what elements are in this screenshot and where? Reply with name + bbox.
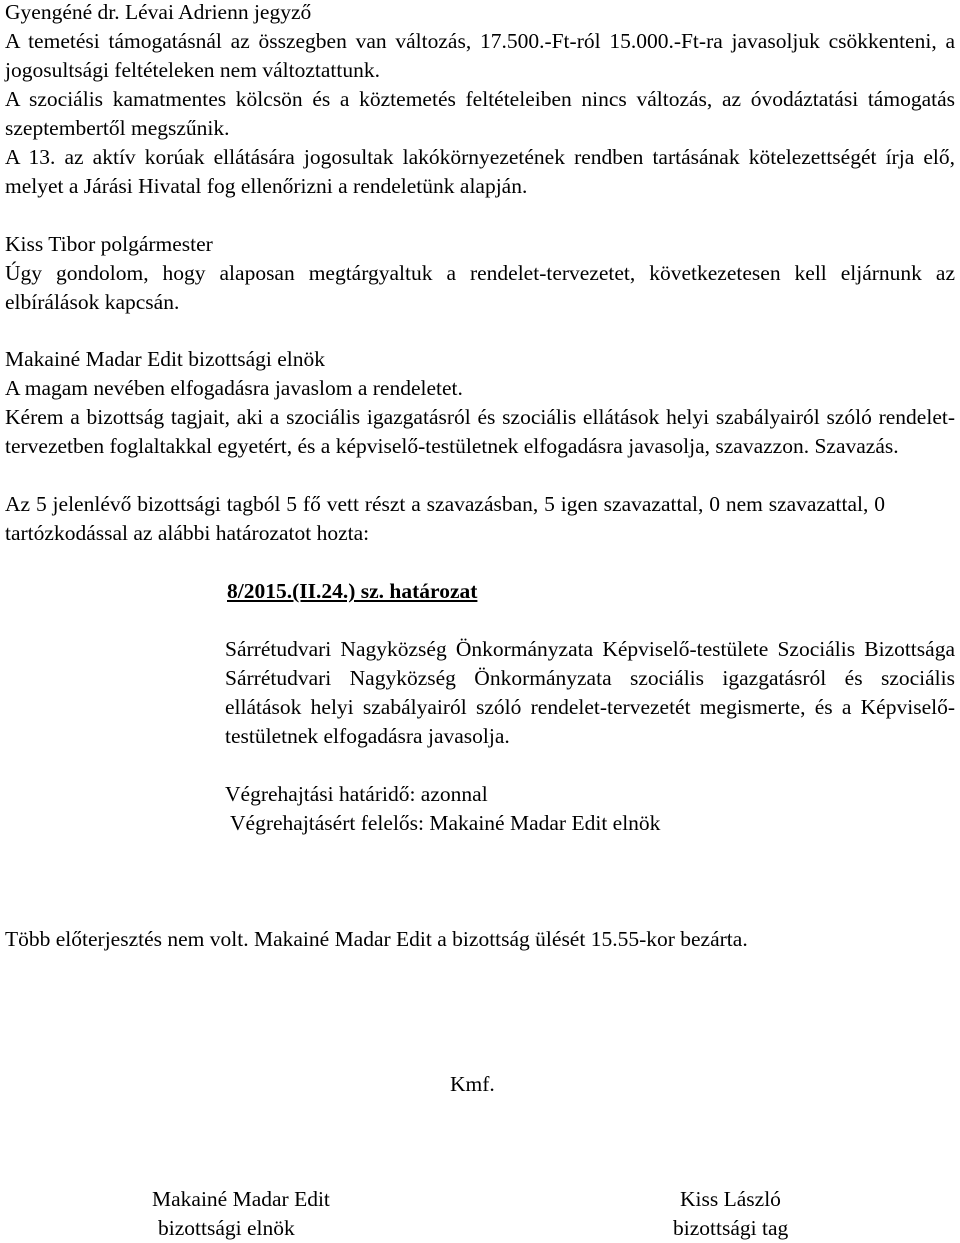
paragraph-chair-proposal: A magam nevében elfogadásra javaslom a rendeletet. <box>5 376 463 400</box>
signature-right-name: Kiss László <box>680 1187 781 1211</box>
paragraph-vote-request: Kérem a bizottság tagjait, aki a szociális igazgatásról és szociális ellátások helyi szabályairól szóló rendelet-tervezetben foglaltakkal egyetért, és a képviselő-testületnek elfogadásra javasolja, szavazzon. Szavazás. <box>5 405 955 458</box>
resolution-title: 8/2015.(II.24.) sz. határozat <box>227 579 478 603</box>
deadline-line: Végrehajtási határidő: azonnal <box>225 782 488 806</box>
paragraph-funeral-support: A temetési támogatásnál az összegben van változás, 17.500.-Ft-ról 15.000.-Ft-ra javasoljuk csökkenteni, a jogosultsági feltételeken nem változtattunk. <box>5 29 955 82</box>
signature-left-name: Makainé Madar Edit <box>152 1187 330 1211</box>
paragraph-vote-result: Az 5 jelenlévő bizottsági tagból 5 fő vett részt a szavazásban, 5 igen szavazattal, 0 nem szavazattal, 0 tartózkodással az alábbi határozatot hozta: <box>5 492 885 545</box>
paragraph-loan-burial: A szociális kamatmentes kölcsön és a köztemetés feltételeiben nincs változás, az óvodáztatási támogatás szeptembertől megszűnik. <box>5 87 955 140</box>
signature-right-role: bizottsági tag <box>673 1216 789 1240</box>
closing-statement: Több előterjesztés nem volt. Makainé Madar Edit a bizottság ülését 15.55-kor bezárta. <box>5 927 748 951</box>
responsible-line: Végrehajtásért felelős: Makainé Madar Edit elnök <box>230 811 661 835</box>
resolution-text: Sárrétudvari Nagyközség Önkormányzata Képviselő-testülete Szociális Bizottsága Sárrétudvari Nagyközség Önkormányzata szociális igazgatásról és szociális ellátások helyi szabályairól szóló rendelet-tervezetét megismerte, és a Képviselő-testületnek elfogadásra javasolja. <box>225 637 955 748</box>
paragraph-mayor-statement: Úgy gondolom, hogy alaposan megtárgyaltuk a rendelet-tervezetet, következetesen kell eljárnunk az elbírálások kapcsán. <box>5 261 955 314</box>
kmf-label: Kmf. <box>450 1072 495 1096</box>
paragraph-section-13: A 13. az aktív korúak ellátására jogosultak lakókörnyezetének rendben tartásának kötelezettségét írja elő, melyet a Járási Hivatal fog ellenőrizni a rendeletünk alapján. <box>5 145 955 198</box>
speaker-notary: Gyengéné dr. Lévai Adrienn jegyző <box>5 0 312 24</box>
signature-left-role: bizottsági elnök <box>158 1216 295 1240</box>
speaker-chair: Makainé Madar Edit bizottsági elnök <box>5 347 326 371</box>
speaker-mayor: Kiss Tibor polgármester <box>5 232 213 256</box>
